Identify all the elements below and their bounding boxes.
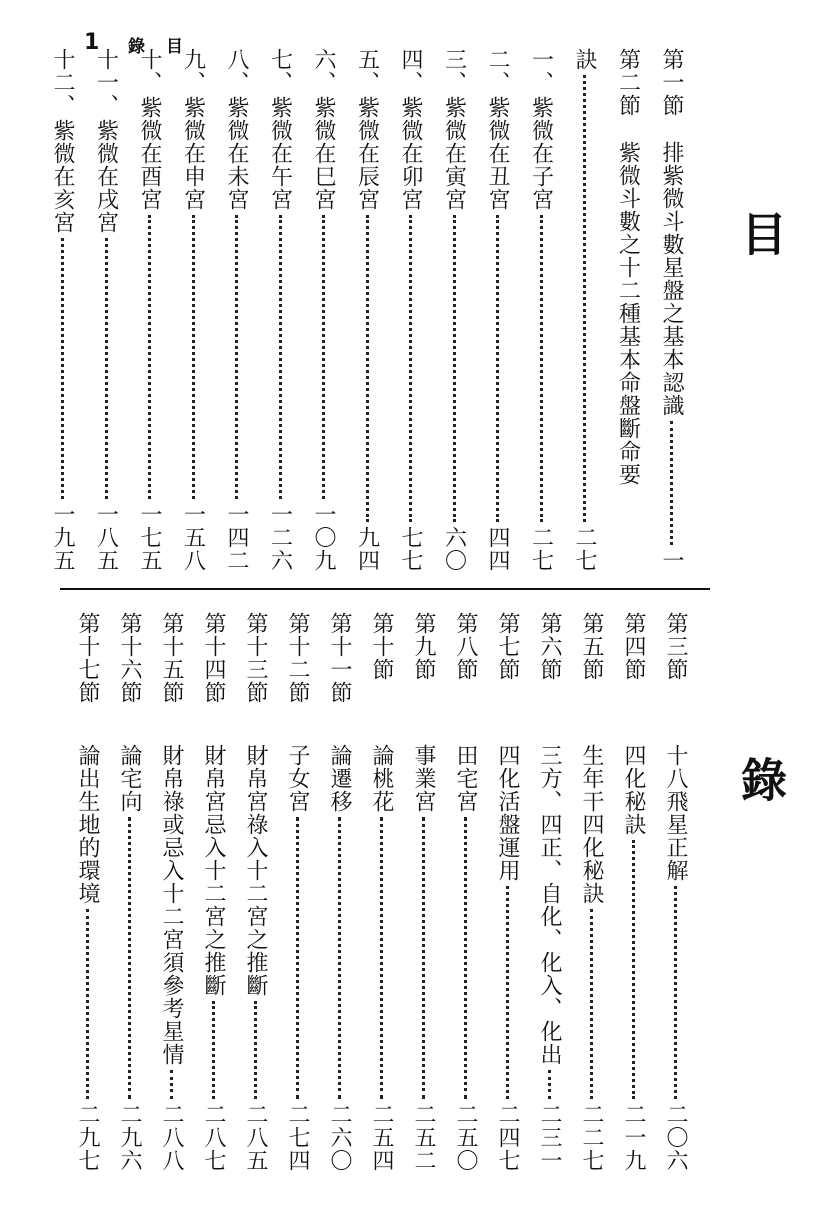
- dot-leader: [128, 817, 131, 1099]
- entry-page-number: 二六〇: [327, 1103, 352, 1172]
- entry-label: 第八節: [453, 612, 478, 681]
- entry-page-number: 一九五: [50, 503, 75, 572]
- dot-leader: [148, 215, 151, 499]
- running-title: 錄 目: [128, 37, 185, 57]
- entry-label: 第二節: [615, 48, 641, 117]
- entry-page-number: 二二七: [579, 1103, 604, 1172]
- entry-label: 第三節: [663, 612, 688, 681]
- entry-page-number: 二九六: [117, 1103, 142, 1172]
- entry-page-number: 二〇六: [663, 1103, 688, 1172]
- entry-title: 事業宮: [411, 744, 436, 813]
- entry-label: 第十二節: [285, 612, 310, 704]
- entry-page-number: 二三一: [537, 1103, 562, 1172]
- entry-page-number: 二五二: [411, 1103, 436, 1172]
- entry-title: 田宅宮: [453, 744, 478, 813]
- entry-title: 排紫微斗數星盤之基本認識: [659, 141, 684, 417]
- entry-title: 紫微在丑宮: [485, 96, 510, 211]
- entry-page-number: 二七四: [285, 1103, 310, 1172]
- entry-label: 八、: [224, 48, 249, 94]
- dot-leader: [170, 1070, 173, 1099]
- page-number: 1: [84, 30, 100, 55]
- dot-leader: [61, 238, 64, 499]
- entry-label: 第十一節: [327, 612, 352, 704]
- entry-page-number: 一五八: [180, 503, 206, 572]
- dot-leader: [296, 817, 299, 1099]
- dot-leader: [453, 215, 456, 522]
- entry-title: 紫微在申宮: [180, 96, 206, 211]
- entry-title: 紫微在子宮: [528, 96, 554, 211]
- entry-page-number: 二一九: [621, 1103, 646, 1172]
- section-divider: [60, 588, 710, 590]
- entry-label: 第十三節: [243, 612, 268, 704]
- entry-page-number: 六〇: [441, 526, 467, 572]
- entry-title: 財帛宮忌入十二宮之推斷: [201, 744, 226, 997]
- entry-label: 七、: [267, 48, 293, 94]
- entry-label: 第九節: [411, 612, 436, 681]
- entry-label: 第十七節: [75, 612, 100, 704]
- entry-page-number: 七七: [398, 526, 423, 572]
- entry-page-number: 二七: [572, 526, 597, 572]
- entry-title: 紫微在辰宮: [354, 96, 380, 211]
- dot-leader: [409, 215, 412, 522]
- dot-leader: [380, 817, 383, 1099]
- dot-leader: [464, 817, 467, 1099]
- entry-page-number: 一二六: [267, 503, 293, 572]
- entry-label: 九、: [180, 48, 206, 94]
- entry-page-number: 一七五: [137, 503, 162, 572]
- entry-title: 紫微在亥宮: [50, 119, 75, 234]
- entry-title: 四化秘訣: [621, 744, 646, 836]
- title-char-lu: 錄: [734, 756, 788, 802]
- entry-label: 三、: [441, 48, 467, 94]
- entry-label: 十一、: [93, 48, 119, 117]
- entry-title: 紫微在戌宮: [93, 119, 119, 234]
- entry-page-number: 二八五: [243, 1103, 268, 1172]
- entry-page-number: 一: [659, 549, 684, 572]
- entry-title: 子女宮: [285, 744, 310, 813]
- dot-leader: [254, 1001, 257, 1099]
- entry-page-number: 二五〇: [453, 1103, 478, 1172]
- entry-page-number: 一〇九: [311, 503, 336, 572]
- entry-label: 十二、: [50, 48, 75, 117]
- dot-leader: [548, 1070, 551, 1099]
- entry-page-number: 一四二: [224, 503, 249, 572]
- entry-label: 第十六節: [117, 612, 142, 704]
- dot-leader: [322, 215, 325, 499]
- entry-label: 二、: [485, 48, 510, 94]
- entry-title: 三方、四正、自化、化入、化出: [537, 744, 562, 1066]
- entry-title: 訣: [572, 48, 597, 71]
- dot-leader: [540, 215, 543, 522]
- dot-leader: [86, 909, 89, 1099]
- entry-label: 第十節: [369, 612, 394, 681]
- dot-leader: [235, 215, 238, 499]
- entry-page-number: 一八五: [93, 503, 119, 572]
- entry-page-number: 二八八: [159, 1103, 184, 1172]
- entry-page-number: 二八七: [201, 1103, 226, 1172]
- entry-title: 紫微在巳宮: [311, 96, 336, 211]
- entry-label: 第一節: [659, 48, 684, 117]
- entry-label: 六、: [311, 48, 336, 94]
- entry-title: 十八飛星正解: [663, 744, 688, 882]
- title-char-mu: 目: [734, 210, 788, 256]
- entry-page-number: 二七: [528, 526, 554, 572]
- entry-title: 財帛宮祿入十二宮之推斷: [243, 744, 268, 997]
- dot-leader: [670, 421, 673, 545]
- entry-label: 一、: [528, 48, 554, 94]
- entry-label: 第六節: [537, 612, 562, 681]
- entry-title: 紫微在午宮: [267, 96, 293, 211]
- dot-leader: [366, 215, 369, 522]
- entry-label: 第十五節: [159, 612, 184, 704]
- entry-title: 生年干四化秘訣: [579, 744, 604, 905]
- dot-leader: [422, 817, 425, 1099]
- entry-title: 論桃花: [369, 744, 394, 813]
- entry-title: 論遷移: [327, 744, 352, 813]
- entry-title: 論出生地的環境: [75, 744, 100, 905]
- dot-leader: [105, 238, 108, 499]
- dot-leader: [496, 215, 499, 522]
- entry-label: 四、: [398, 48, 423, 94]
- entry-page-number: 四四: [485, 526, 510, 572]
- entry-page-number: 二四七: [495, 1103, 520, 1172]
- dot-leader: [632, 840, 635, 1099]
- entry-title: 紫微在酉宮: [137, 96, 162, 211]
- entry-label: 第十四節: [201, 612, 226, 704]
- entry-label: 十、: [137, 48, 162, 94]
- entry-label: 第五節: [579, 612, 604, 681]
- entry-title: 紫微斗數之十二種基本命盤斷命要: [615, 141, 641, 486]
- entry-title: 四化活盤運用: [495, 744, 520, 882]
- entry-page-number: 二五四: [369, 1103, 394, 1172]
- entry-title: 財帛祿或忌入十二宮須參考星情: [159, 744, 184, 1066]
- dot-leader: [583, 75, 586, 522]
- entry-label: 五、: [354, 48, 380, 94]
- entry-title: 論宅向: [117, 744, 142, 813]
- dot-leader: [279, 215, 282, 499]
- dot-leader: [506, 886, 509, 1099]
- dot-leader: [338, 817, 341, 1099]
- entry-page-number: 二九七: [75, 1103, 100, 1172]
- entry-title: 紫微在寅宮: [441, 96, 467, 211]
- dot-leader: [674, 886, 677, 1099]
- dot-leader: [212, 1001, 215, 1099]
- entry-title: 紫微在未宮: [224, 96, 249, 211]
- entry-label: 第四節: [621, 612, 646, 681]
- dot-leader: [192, 215, 195, 499]
- entry-title: 紫微在卯宮: [398, 96, 423, 211]
- entry-page-number: 九四: [354, 526, 380, 572]
- dot-leader: [590, 909, 593, 1099]
- entry-label: 第七節: [495, 612, 520, 681]
